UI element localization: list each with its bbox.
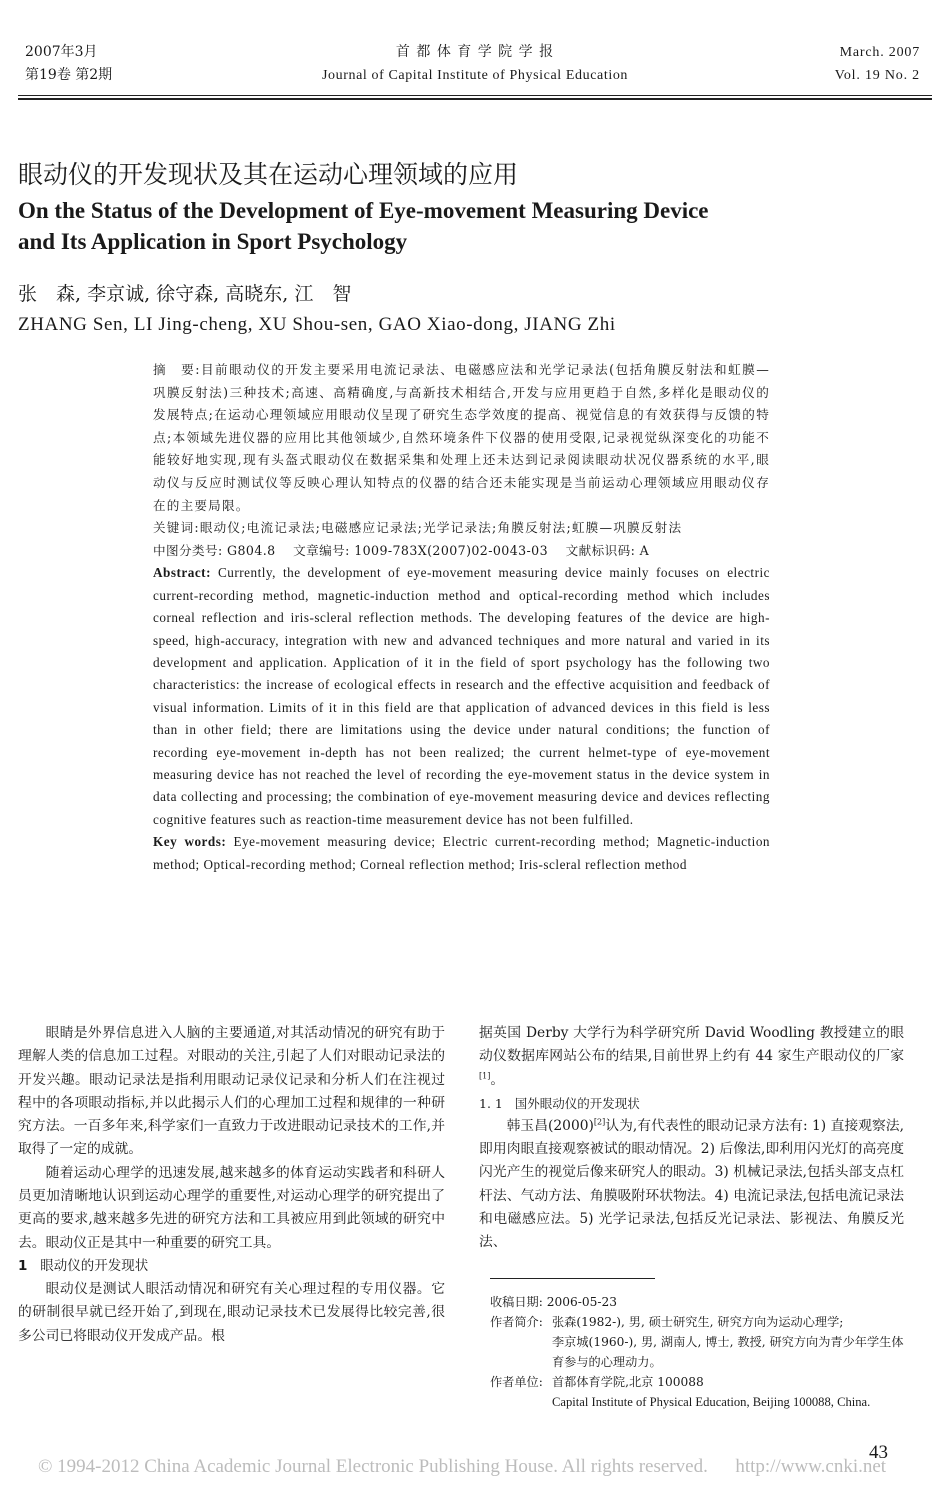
header-rule-thick [18,98,932,100]
issue-date-cn: 2007年3月 [25,44,98,60]
journal-name-en: Journal of Capital Institute of Physical Education [321,68,629,83]
abstract-en [153,562,770,831]
body-paragraph: 眼睛是外界信息进入人脑的主要通道,对其活动情况的研究有助于理解人类的信息加工过程。对眼动的关注,引起了人们对眼动记录法的开发兴趣。眼动记录法是指利用眼动记录仪记录和分析人们在注视过程中的各项眼动指标,并以此揭示人们的心理加工过程和规律的一种研究方法。一百多年来,科学家们一直致力于改进眼动记录技术的工作,并取得了一定的成就。 [18,1025,445,1158]
copyright-footer [38,1456,886,1478]
affiliation-text [552,1372,905,1412]
author-affiliation [490,1372,905,1412]
body-text: 。 [490,1071,505,1088]
subsection-title: 国外眼动仪的开发现状 [514,1095,640,1111]
journal-name-cn: 首 都 体 育 学 院 学 报 [395,44,555,60]
received-value: 2006-05-23 [546,1295,618,1309]
volume-en: Vol. 19 No. 2 [834,68,920,83]
header-center [250,41,700,87]
article-notes [490,1292,905,1412]
keywords-en [153,831,770,876]
keywords-en-label: Key words: [153,834,227,850]
bio-label: 作者简介: [490,1315,543,1329]
title-en-line1: On the Status of the Development of Eye-movement Measuring Device [18,198,709,223]
affiliation-label: 作者单位: [490,1375,543,1389]
keywords-cn-text: 眼动仪;电流记录法;电磁感应记录法;光学记录法;角膜反射法;虹膜—巩膜反射法 [199,520,683,536]
keywords-cn-label: 关键词: [153,520,200,536]
subsection-heading [479,1092,904,1115]
body-paragraph: 眼动仪是测试人眼活动情况和研究有关心理过程的专用仪器。它的研制很早就已经开始了,到现在,眼动记录技术已发展得比较完善,很多公司已将眼动仪开发成产品。根 [18,1280,445,1344]
body-paragraph [479,1022,904,1092]
clc-value: G804.8 [227,542,276,558]
title-en-line2: and Its Application in Sport Psychology [18,229,408,254]
author-bio [490,1312,905,1372]
authors-cn: 张 森, 李京诚, 徐守森, 高晓东, 江 智 [18,283,352,305]
issue-date-en: March. 2007 [839,45,920,60]
section-number: 1 [18,1257,28,1274]
article-no-value: 1009-783X(2007)02-0043-03 [354,542,548,558]
subsection-number: 1. 1 [479,1095,503,1111]
left-column [18,1022,445,1348]
abstract-cn-text: 目前眼动仪的开发主要采用电流记录法、电磁感应法和光学记录法(包括角膜反射法和虹膜—巩膜反射法)三种技术;高速、高精确度,与高新技术相结合,开发与应用更趋于自然,多样化是眼动仪的发展特点;在运动心理领域应用眼动仪呈现了研究生态学效度的提高、视觉信息的有效获得与反馈的特点;本领域先进仪器的应用比其他领域少,自然环境条件下仪器的使用受限,记录视觉纵深变化的功能不能较好地实现,现有头盔式眼动仪在数据采集和处理上还未达到记录阅读眼动状况仪器系统的水平,眼动仪与反应时测试仪等反映心理认知特点的仪器的结合还未能实现是当前运动心理领域应用眼动仪存在的主要局限。 [153,362,770,513]
authors-en: ZHANG Sen, LI Jing-cheng, XU Shou-sen, GAO Xiao-dong, JIANG Zhi [18,314,616,335]
doc-code-value: A [639,542,650,558]
body-paragraph [479,1115,904,1255]
footnote-rule [490,1278,655,1279]
bio-line: 张森(1982-), 男, 硕士研究生, 研究方向为运动心理学; [552,1315,844,1329]
title-cn: 眼动仪的开发现状及其在运动心理领域的应用 [18,160,519,189]
affiliation-en: Capital Institute of Physical Education, Beijing 100088, China. [552,1395,871,1409]
abstract-en-text: Currently, the development of eye-movement measuring device mainly focuses on electric current-recording method, magnetic-induction method and optical-recording method which includes corneal reflection and iris-scleral reflection methods. The developing features of the device are high-speed, high-accuracy, integration with new and advanced techniques and more natural and varied in its development and application. Application of it in the field of sport psychology has the following two characteristics: the increase of ecological effects in research and the effective acquisition and feedback of visual information. Limits of it in this field are that application of advanced devices in this field is less than in other field; there are limitations using the device under natural conditions; the function of recording eye-movement in-depth has not been realized; the current helmet-type of eye-movement measuring device has not reached the level of recording the eye-movement status in the device system in data collecting and processing; the combination of eye-movement measuring device and devices reflecting cognitive features such as reaction-time measurement device has not been fulfilled. [153,565,770,827]
section-title: 眼动仪的开发现状 [40,1257,149,1274]
body-text: 据英国 Derby 大学行为科学研究所 David Woodling 教授建立的眼动仪数据库网站公布的结果,目前世界上约有 44 家生产眼动仪的厂家 [479,1025,904,1065]
volume-cn: 第19卷 第2期 [25,67,113,83]
keywords-en-text: Eye-movement measuring device; Electric current-recording method; Magnetic-induction method; Optical-recording method; Corneal reflection method; Iris-scleral reflection method [153,834,771,872]
footer-url[interactable]: http://www.cnki.net [735,1456,887,1477]
citation-ref: [2] [593,1117,606,1127]
abstract-cn [153,359,770,517]
affiliation-cn: 首都体育学院,北京 100088 [552,1375,704,1389]
article-no-label: 文章编号: [293,542,350,558]
header-right [835,41,920,87]
body-paragraph: 随着运动心理学的迅速发展,越来越多的体育运动实践者和科研人员更加清晰地认识到运动心理学的重要性,对运动心理学的研究提出了更高的要求,越来越多先进的研究方法和工具被应用到此领域的研究中去。眼动仪正是其中一种重要的研究工具。 [18,1164,445,1251]
classification-line [153,540,770,563]
section-heading-1 [18,1255,445,1278]
abstract-block [153,359,770,876]
received-label: 收稿日期: [490,1295,543,1309]
header-left [25,41,112,87]
body-text: 韩玉昌(2000) [506,1117,594,1134]
citation-ref: [1] [479,1071,491,1080]
bio-line: 李京城(1960-), 男, 湖南人, 博士, 教授, 研究方向为青少年学生体育参与的心理动力。 [552,1335,904,1369]
clc-label: 中图分类号: [153,542,223,558]
header-rule-thin [18,95,932,96]
page-number: 43 [869,1442,888,1463]
abstract-en-label: Abstract: [153,565,211,581]
body-text: 认为,有代表性的眼动记录方法有: 1) 直接观察法,即用肉眼直接观察被试的眼动情况。2) 后像法,即利用闪光灯的高亮度闪光产生的视觉后像来研究人的眼动。3) 机械记录法,包括头部支点杠杆法、气动方法、角膜吸附环状物法。4) 电流记录法,包括电流记录法和电磁感应法。5) 光学记录法,包括反光记录法、影视法、角膜反光法、 [479,1117,904,1251]
abstract-cn-label: 摘 要: [153,362,201,377]
bio-text [552,1312,905,1372]
received-date [490,1292,905,1312]
copyright-text: © 1994-2012 China Academic Journal Electronic Publishing House. All rights reserved. [38,1456,708,1477]
right-column [479,1022,904,1255]
doc-code-label: 文献标识码: [565,542,636,558]
keywords-cn [153,517,770,540]
